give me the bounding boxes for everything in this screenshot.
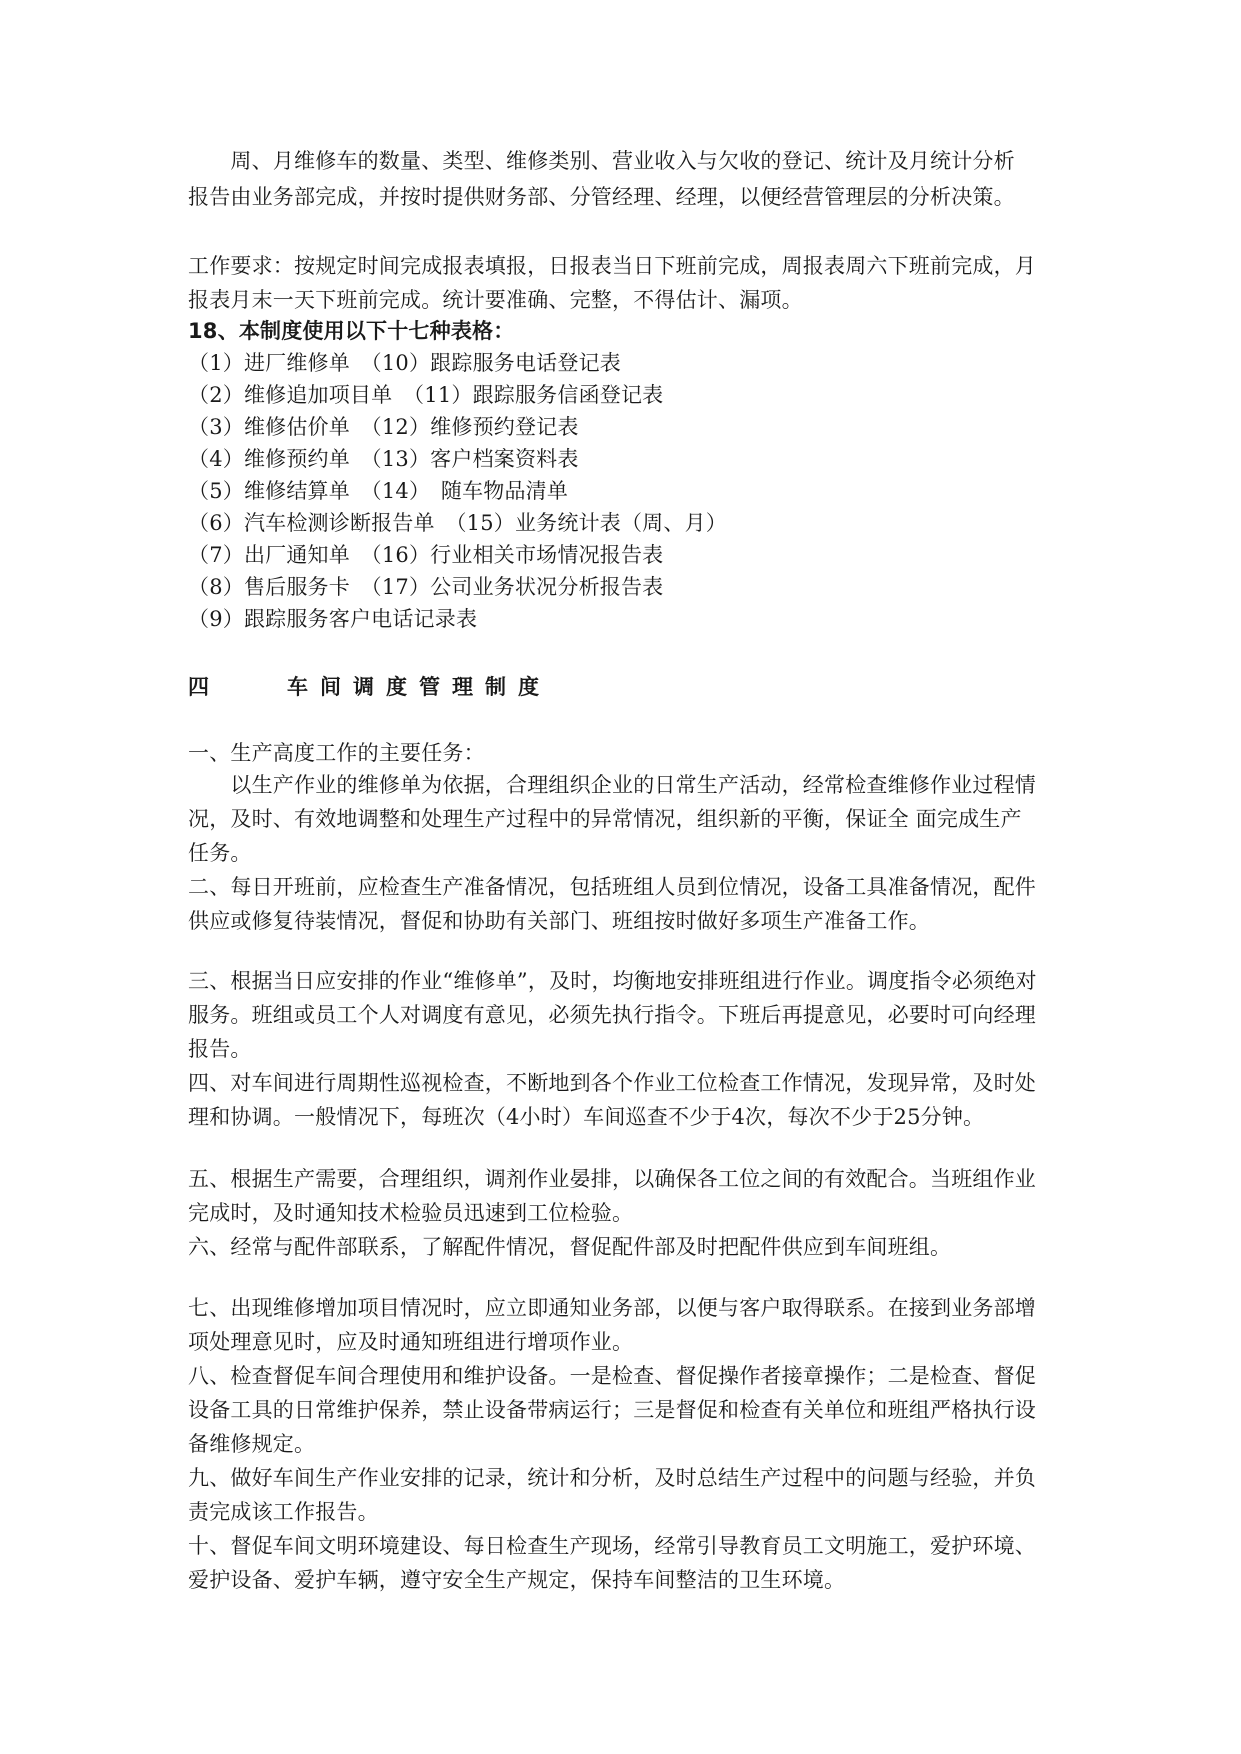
- list-item: （2）维修追加项目单 （11）跟踪服务信函登记表: [188, 383, 664, 407]
- paragraph-line: 设备工具的日常维护保养，禁止设备带病运行；三是督促和检查有关单位和班组严格执行设: [188, 1398, 1036, 1422]
- paragraph-line: 报告。: [188, 1037, 252, 1061]
- section-label: 18、本制度使用以下十七种表格：: [188, 319, 515, 343]
- paragraph-line: 项处理意见时，应及时通知班组进行增项作业。: [188, 1330, 634, 1354]
- paragraph-line: 报表月末一天下班前完成。统计要准确、完整，不得估计、漏项。: [188, 288, 803, 312]
- paragraph-line: 二、每日开班前，应检查生产准备情况，包括班组人员到位情况，设备工具准备情况，配件: [188, 875, 1036, 899]
- paragraph-line: 以生产作业的维修单为依据，合理组织企业的日常生产活动，经常检查维修作业过程情: [188, 773, 1036, 797]
- paragraph-line: 五、根据生产需要，合理组织，调剂作业晏排，以确保各工位之间的有效配合。当班组作业: [188, 1167, 1036, 1191]
- list-item: （7）出厂通知单 （16）行业相关市场情况报告表: [188, 543, 664, 567]
- paragraph-line: 九、做好车间生产作业安排的记录，统计和分析，及时总结生产过程中的问题与经验，并负: [188, 1466, 1036, 1490]
- paragraph-line: 责完成该工作报告。: [188, 1500, 379, 1524]
- list-item: （3）维修估价单 （12）维修预约登记表: [188, 415, 579, 439]
- paragraph-line: 报告由业务部完成，并按时提供财务部、分管经理、经理，以便经营管理层的分析决策。: [188, 185, 1015, 209]
- section-heading: 四 车间调度管理制度: [188, 675, 551, 699]
- paragraph-line: 况，及时、有效地调整和处理生产过程中的异常情况，组织新的平衡，保证全 面完成生产: [188, 807, 1022, 831]
- list-item: （1）进厂维修单 （10）跟踪服务电话登记表: [188, 351, 621, 375]
- paragraph-line: 四、对车间进行周期性巡视检查，不断地到各个作业工位检查工作情况，发现异常，及时处: [188, 1071, 1036, 1095]
- paragraph-line: 工作要求：按规定时间完成报表填报，日报表当日下班前完成，周报表周六下班前完成，月: [188, 254, 1036, 278]
- paragraph-line: 理和协调。一般情况下，每班次（4小时）车间巡查不少于4次，每次不少于25分钟。: [188, 1105, 985, 1129]
- paragraph-line: 十、督促车间文明环境建设、每日检查生产现场，经常引导教育员工文明施工，爱护环境、: [188, 1534, 1036, 1558]
- paragraph-line: 爱护设备、爱护车辆，遵守安全生产规定，保持车间整洁的卫生环境。: [188, 1568, 846, 1592]
- paragraph-line: 一、生产高度工作的主要任务：: [188, 741, 485, 765]
- paragraph-line: 七、出现维修增加项目情况时，应立即通知业务部，以便与客户取得联系。在接到业务部增: [188, 1296, 1036, 1320]
- paragraph-line: 服务。班组或员工个人对调度有意见，必须先执行指令。下班后再提意见，必要时可向经理: [188, 1003, 1036, 1027]
- paragraph-line: 周、月维修车的数量、类型、维修类别、营业收入与欠收的登记、统计及月统计分析: [188, 149, 1015, 173]
- paragraph-line: 六、经常与配件部联系，了解配件情况，督促配件部及时把配件供应到车间班组。: [188, 1235, 952, 1259]
- list-item: （5）维修结算单 （14） 随车物品清单: [188, 479, 569, 503]
- list-item: （9）跟踪服务客户电话记录表: [188, 607, 478, 631]
- paragraph-line: 八、检查督促车间合理使用和维护设备。一是检查、督促操作者接章操作；二是检查、督促: [188, 1364, 1036, 1388]
- paragraph-line: 三、根据当日应安排的作业“维修单”，及时，均衡地安排班组进行作业。调度指令必须绝对: [188, 969, 1037, 993]
- list-item: （6）汽车检测诊断报告单 （15）业务统计表（周、月）: [188, 511, 727, 535]
- paragraph-line: 完成时，及时通知技术检验员迅速到工位检验。: [188, 1201, 634, 1225]
- list-item: （4）维修预约单 （13）客户档案资料表: [188, 447, 579, 471]
- paragraph-line: 供应或修复待装情况，督促和协助有关部门、班组按时做好多项生产准备工作。: [188, 909, 930, 933]
- paragraph-line: 备维修规定。: [188, 1432, 316, 1456]
- list-item: （8）售后服务卡 （17）公司业务状况分析报告表: [188, 575, 664, 599]
- paragraph-line: 任务。: [188, 841, 252, 865]
